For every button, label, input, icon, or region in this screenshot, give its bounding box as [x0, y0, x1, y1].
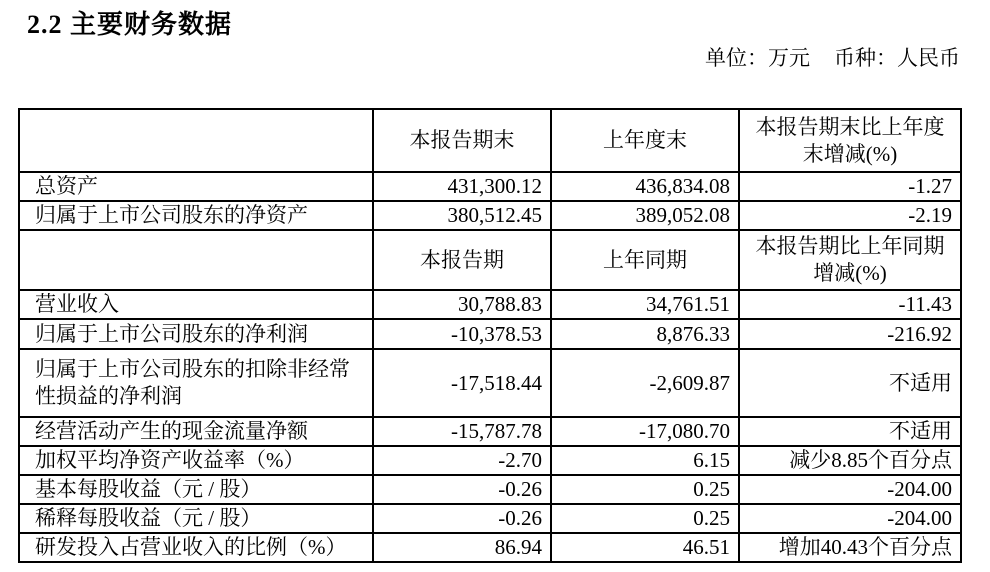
financial-table	[18, 108, 962, 563]
table-row-net-profit-excl-nonrecurring	[19, 349, 961, 417]
value-current: -0.26	[373, 475, 551, 504]
value-current: -15,787.78	[373, 417, 551, 446]
value-current: 431,300.12	[373, 172, 551, 201]
value-current: -2.70	[373, 446, 551, 475]
value-current: 86.94	[373, 533, 551, 562]
blank-header-cell	[19, 109, 373, 172]
value-prior: 0.25	[551, 504, 739, 533]
row-label: 归属于上市公司股东的扣除非经常性损益的净利润	[19, 349, 373, 417]
unit-label: 单位：万元	[705, 46, 810, 70]
table-row-net-profit	[19, 319, 961, 349]
value-prior: -17,080.70	[551, 417, 739, 446]
row-label: 总资产	[19, 172, 373, 201]
row-label: 归属于上市公司股东的净利润	[19, 319, 373, 349]
row-label: 归属于上市公司股东的净资产	[19, 201, 373, 230]
table-row-total-assets	[19, 172, 961, 201]
value-change: -216.92	[739, 319, 961, 349]
col-header-period-end-change: 本报告期末比上年度末增减(%)	[739, 109, 961, 172]
value-prior: -2,609.87	[551, 349, 739, 417]
period-header-row	[19, 230, 961, 290]
value-change: -2.19	[739, 201, 961, 230]
value-prior: 6.15	[551, 446, 739, 475]
col-header-current-period: 本报告期	[373, 230, 551, 290]
unit-currency-note	[705, 42, 960, 72]
value-current: -0.26	[373, 504, 551, 533]
value-prior: 436,834.08	[551, 172, 739, 201]
value-current: -17,518.44	[373, 349, 551, 417]
value-change: -11.43	[739, 290, 961, 319]
col-header-prior-period: 上年同期	[551, 230, 739, 290]
table-row-basic-eps	[19, 475, 961, 504]
period-end-header-row	[19, 109, 961, 172]
value-current: -10,378.53	[373, 319, 551, 349]
value-change: 增加40.43个百分点	[739, 533, 961, 562]
value-prior: 389,052.08	[551, 201, 739, 230]
row-label: 基本每股收益（元 / 股）	[19, 475, 373, 504]
page-title: 2.2 主要财务数据	[27, 10, 233, 39]
value-prior: 46.51	[551, 533, 739, 562]
col-header-prior-year-end: 上年度末	[551, 109, 739, 172]
col-header-period-change: 本报告期比上年同期增减(%)	[739, 230, 961, 290]
col-header-current-period-end: 本报告期末	[373, 109, 551, 172]
row-label: 研发投入占营业收入的比例（%）	[19, 533, 373, 562]
value-change: -204.00	[739, 475, 961, 504]
value-prior: 8,876.33	[551, 319, 739, 349]
value-current: 380,512.45	[373, 201, 551, 230]
table-row-diluted-eps	[19, 504, 961, 533]
value-current: 30,788.83	[373, 290, 551, 319]
row-label: 经营活动产生的现金流量净额	[19, 417, 373, 446]
value-change: -1.27	[739, 172, 961, 201]
currency-label: 币种：人民币	[834, 46, 960, 70]
blank-header-cell	[19, 230, 373, 290]
table-row-weighted-avg-roe	[19, 446, 961, 475]
row-label: 营业收入	[19, 290, 373, 319]
value-change: 不适用	[739, 417, 961, 446]
row-label: 稀释每股收益（元 / 股）	[19, 504, 373, 533]
value-change: 不适用	[739, 349, 961, 417]
table-row-revenue	[19, 290, 961, 319]
value-change: 减少8.85个百分点	[739, 446, 961, 475]
table-row-net-assets	[19, 201, 961, 230]
table-row-operating-cash-flow	[19, 417, 961, 446]
value-change: -204.00	[739, 504, 961, 533]
value-prior: 34,761.51	[551, 290, 739, 319]
table-row-rd-expense-ratio	[19, 533, 961, 562]
row-label: 加权平均净资产收益率（%）	[19, 446, 373, 475]
value-prior: 0.25	[551, 475, 739, 504]
